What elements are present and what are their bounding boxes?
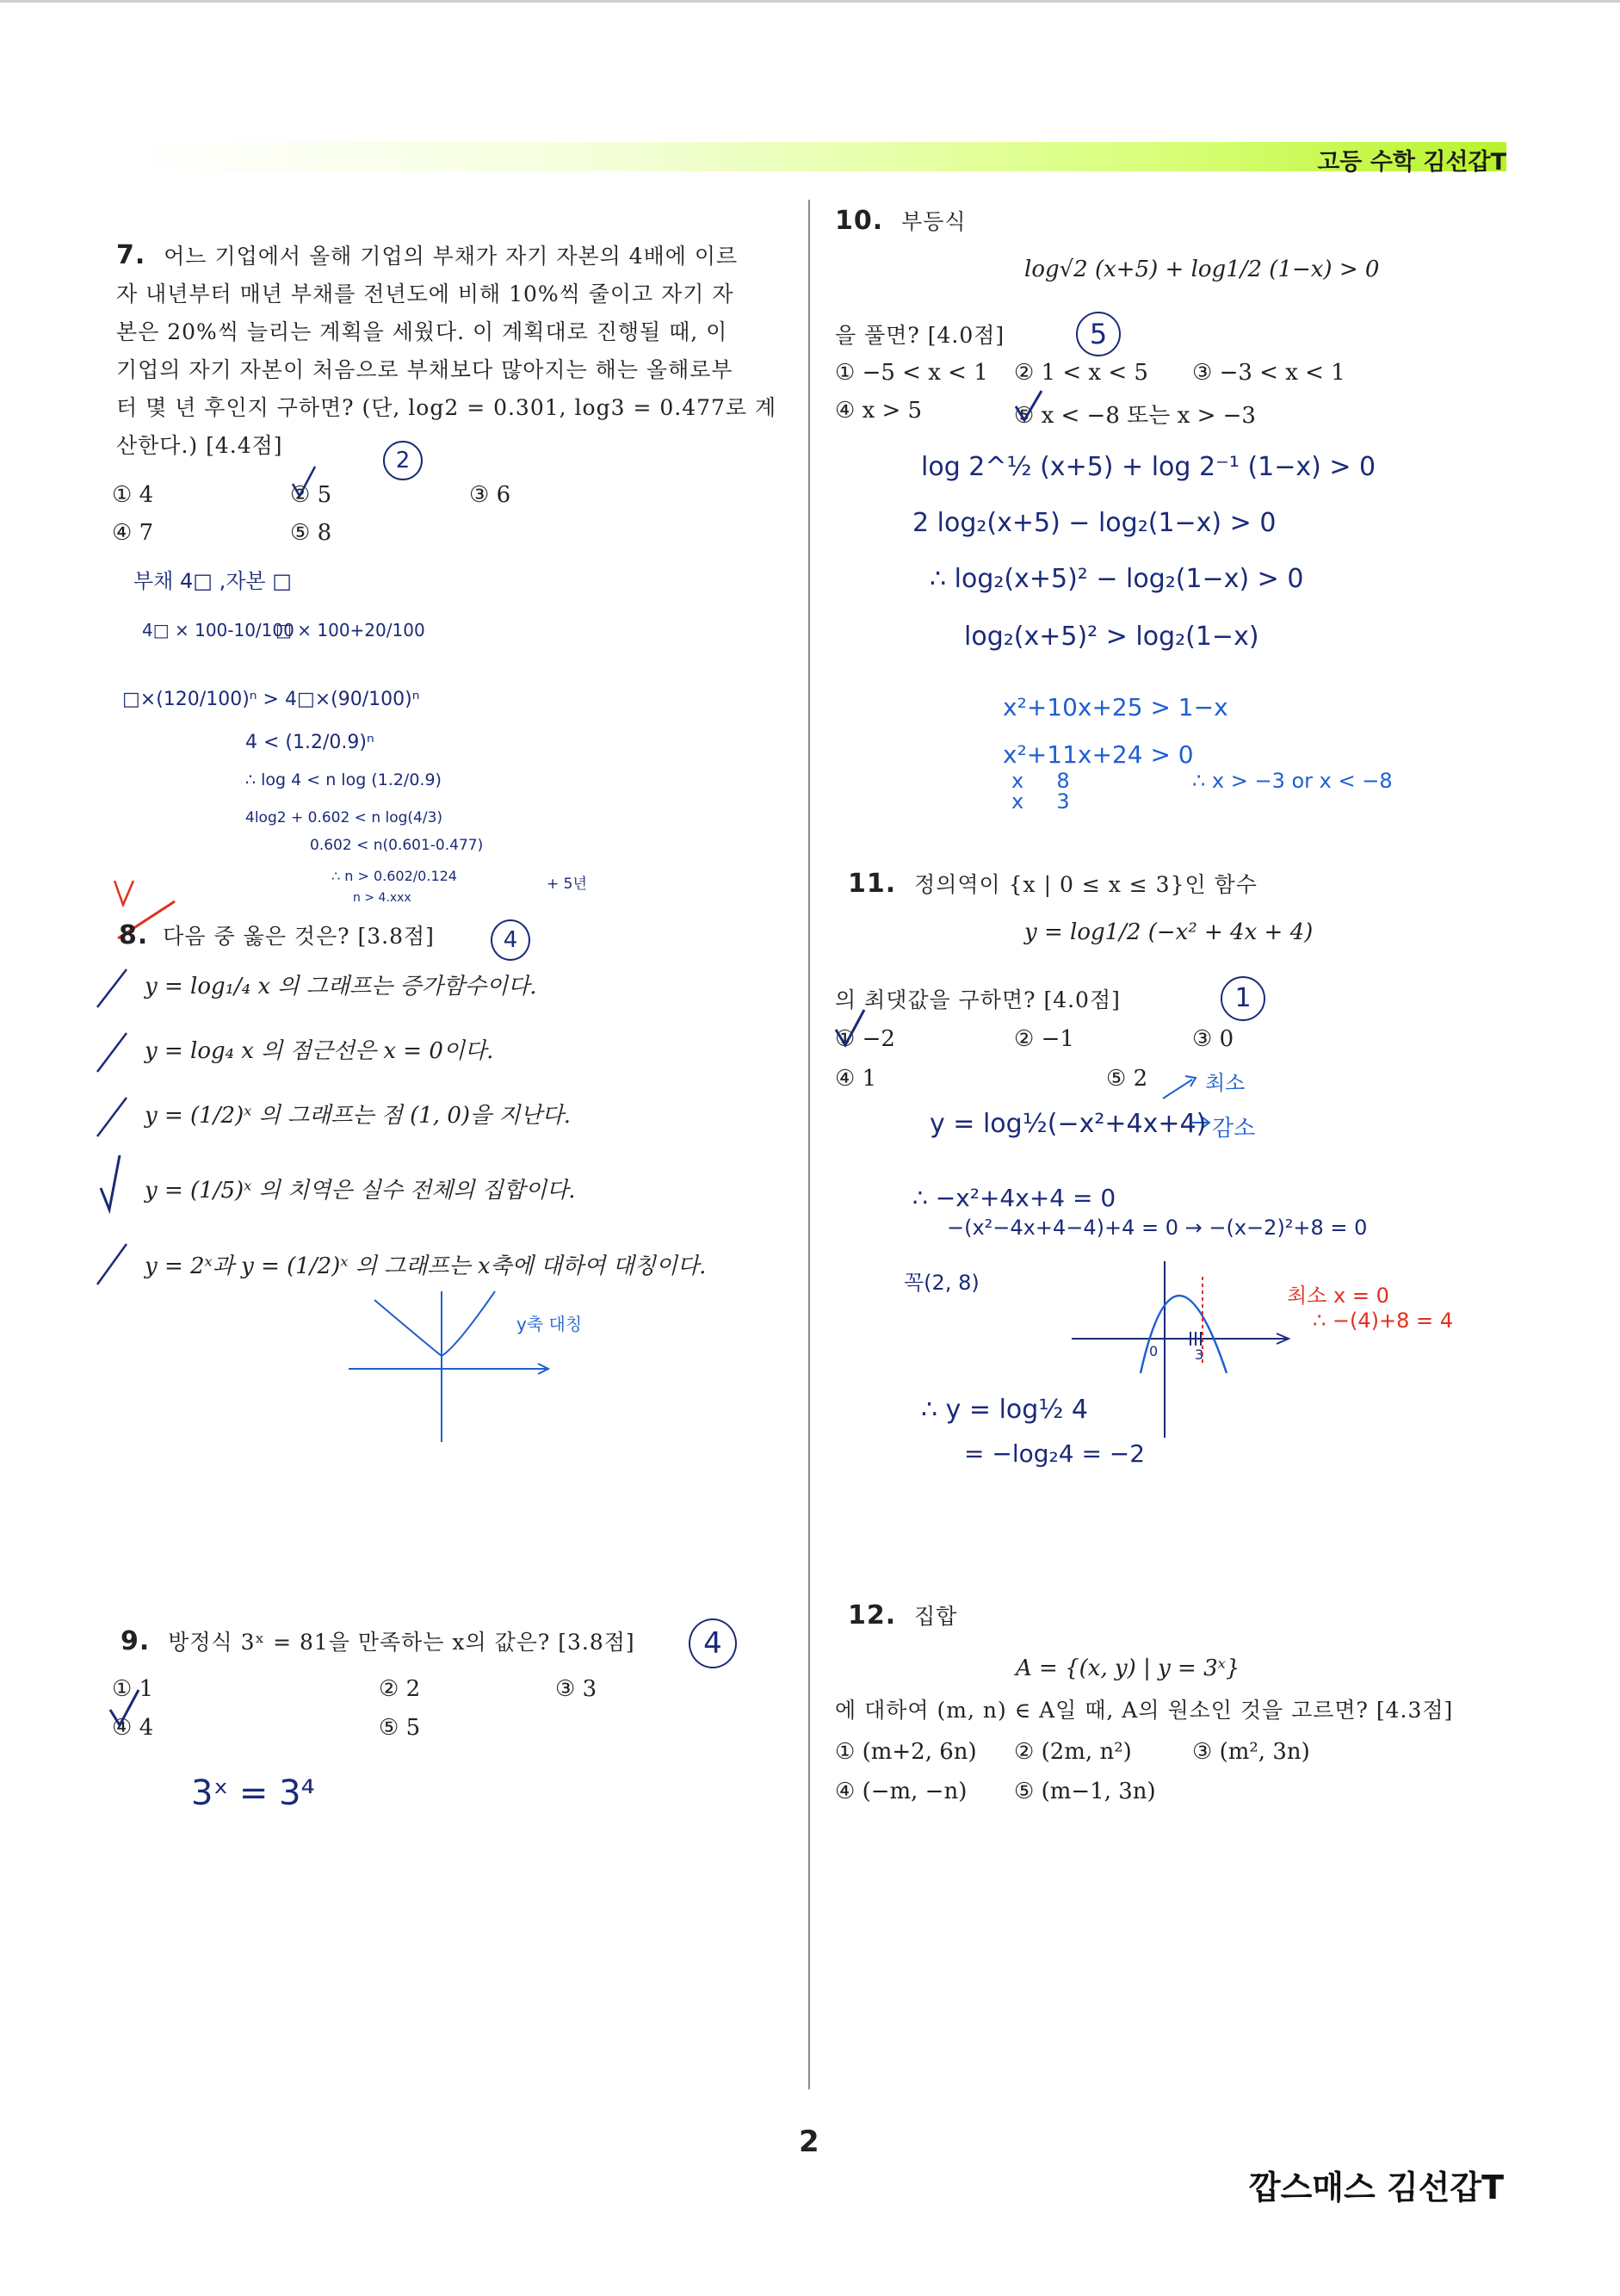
question-11-check-mark (833, 1007, 868, 1050)
question-7-option-3[interactable]: ③ 6 (469, 482, 511, 508)
question-8-sketch-graph (340, 1283, 564, 1446)
q7-work-11: + 5년 (547, 876, 587, 893)
question-9-check-mark (108, 1687, 142, 1730)
q7-work-2: 4□ × 100-10/100 (142, 620, 294, 641)
question-12-option-1[interactable]: ① (m+2, 6n) (835, 1739, 977, 1765)
q11-work-2: ∴ −x²+4x+4 = 0 (912, 1184, 1116, 1212)
question-9-number: 9. (121, 1626, 151, 1656)
question-11-option-5[interactable]: ⑤ 2 (1106, 1066, 1148, 1092)
question-7-line-2: 자 내년부터 매년 부채를 전년도에 비해 10%씩 줄이고 자기 자 (116, 282, 734, 306)
q7-work-8: 0.602 < n(0.601-0.477) (310, 837, 484, 854)
q10-work-blue-5: ∴ x > −3 or x < −8 (1192, 769, 1393, 793)
q7-work-10: n > 4.xxx (353, 891, 411, 905)
q10-work-2: 2 log₂(x+5) − log₂(1−x) > 0 (912, 508, 1277, 538)
q10-work-4: log₂(x+5)² > log₂(1−x) (964, 622, 1259, 652)
question-7-line-6: 산한다.) [4.4점] (116, 433, 283, 458)
question-12-formula: A = {(x, y) | y = 3ˣ} (1016, 1655, 1240, 1681)
question-10-formula: log√2 (x+5) + log1/2 (1−x) > 0 (1024, 257, 1380, 282)
question-11-option-3[interactable]: ③ 0 (1192, 1026, 1234, 1052)
question-12-header (848, 1597, 957, 1636)
question-7-line-1: 어느 기업에서 올해 기업의 부채가 자기 자본의 4배에 이르 (164, 244, 739, 269)
question-11-answer-mark: 1 (1221, 976, 1265, 1021)
question-11-formula: y = log1/2 (−x² + 4x + 4) (1024, 919, 1314, 945)
question-10-stem2: 을 풀면? [4.0점] (835, 323, 1005, 348)
q11-work-6: = −log₂4 = −2 (964, 1439, 1146, 1468)
question-9-stem: 방정식 3ˣ = 81을 만족하는 x의 값은? [3.8점] (168, 1630, 635, 1655)
question-12-option-3[interactable]: ③ (m², 3n) (1192, 1739, 1310, 1765)
question-10-option-4[interactable]: ④ x > 5 (835, 398, 923, 424)
question-8-option-2[interactable]: y = log₄ x 의 점근선은 x = 0이다. (145, 1038, 494, 1064)
q7-work-7: 4log2 + 0.602 < n log(4/3) (245, 809, 443, 826)
q10-work-3: ∴ log₂(x+5)² − log₂(1−x) > 0 (930, 564, 1304, 594)
question-7-option-5[interactable]: ⑤ 8 (290, 520, 332, 546)
question-10-stem: 부등식 (901, 209, 967, 234)
header-banner-label: 고등 수학 김선갑T (1317, 149, 1506, 176)
question-8-option-3[interactable]: y = (1/2)ˣ 의 그래프는 점 (1, 0)을 지난다. (145, 1103, 572, 1129)
question-11-option-2[interactable]: ② −1 (1014, 1026, 1074, 1052)
question-7-line-3: 본은 20%씩 늘리는 계획을 세웠다. 이 계획대로 진행될 때, 이 (116, 319, 728, 344)
question-7-check-mark (291, 465, 318, 499)
q10-work-blue-2: x²+11x+24 > 0 (1003, 740, 1194, 769)
question-9-option-4[interactable]: ④ 4 (112, 1715, 154, 1741)
question-11-sketch-graph (1063, 1253, 1304, 1442)
q11-work-red-2: ∴ −(4)+8 = 4 (1313, 1309, 1454, 1333)
question-10-check-mark (1014, 389, 1045, 424)
question-8-option-slashes (90, 964, 151, 1291)
question-12-option-4[interactable]: ④ (−m, −n) (835, 1779, 968, 1804)
question-10-option-3[interactable]: ③ −3 < x < 1 (1192, 360, 1345, 386)
question-10-option-1[interactable]: ① −5 < x < 1 (835, 360, 988, 386)
question-11-header (848, 865, 1258, 904)
q10-work-1: log 2^½ (x+5) + log 2⁻¹ (1−x) > 0 (921, 452, 1376, 482)
question-9-answer-mark: 4 (689, 1618, 737, 1668)
question-8-header (119, 917, 435, 956)
question-7-line-5: 터 몇 년 후인지 구하면? (단, log2 = 0.301, log3 = 0.477로 계 (116, 395, 777, 420)
question-11-note-dec: 감소 (1212, 1116, 1256, 1142)
q10-work-blue-4: x 3 (1011, 789, 1070, 814)
question-8-option-4[interactable]: y = (1/5)ˣ 의 치역은 실수 전체의 집합이다. (145, 1178, 576, 1204)
question-8-option-5[interactable]: y = 2ˣ과 y = (1/2)ˣ 의 그래프는 x축에 대하여 대칭이다. (145, 1253, 707, 1279)
question-10-number: 10. (835, 206, 884, 236)
q7-work-3: □ × 100+20/100 (275, 620, 425, 641)
question-11-graph-label-3: 3 (1195, 1346, 1204, 1363)
question-9-work: 3ˣ = 3⁴ (191, 1773, 315, 1813)
q10-work-blue-3: x 8 (1011, 769, 1070, 793)
question-10-answer-mark: 5 (1076, 312, 1121, 356)
question-8-graph-note: y축 대칭 (516, 1314, 583, 1334)
question-12-number: 12. (848, 1600, 897, 1631)
question-9-option-1[interactable]: ① 1 (112, 1676, 154, 1702)
question-9-header (121, 1623, 635, 1662)
question-7-option-2[interactable]: ② 5 (290, 482, 332, 508)
q7-work-1: 부채 4□ ,자본 □ (133, 569, 292, 593)
question-7-option-4[interactable]: ④ 7 (112, 520, 154, 546)
column-divider (808, 200, 810, 2089)
q7-work-6: ∴ log 4 < n log (1.2/0.9) (245, 770, 442, 789)
question-12-option-5[interactable]: ⑤ (m−1, 3n) (1014, 1779, 1156, 1804)
question-8-option-1[interactable]: y = log₁/₄ x 의 그래프는 증가함수이다. (145, 974, 537, 999)
q11-work-4: 꼭(2, 8) (904, 1271, 980, 1295)
question-10-header (835, 202, 967, 241)
question-11-note-min: 최소 (1205, 1071, 1246, 1095)
top-border (0, 0, 1620, 3)
question-7 (116, 237, 788, 465)
q10-work-blue-1: x²+10x+25 > 1−x (1003, 693, 1228, 721)
question-11-graph-label-0: 0 (1149, 1343, 1159, 1359)
question-9-option-2[interactable]: ② 2 (379, 1676, 421, 1702)
question-10-option-5[interactable]: ⑤ x < −8 또는 x > −3 (1014, 403, 1256, 429)
question-11-stem: 정의역이 {x | 0 ≤ x ≤ 3}인 함수 (914, 872, 1258, 897)
q11-work-5: ∴ y = log½ 4 (921, 1395, 1089, 1425)
question-7-answer-mark: 2 (383, 441, 423, 480)
question-9-option-3[interactable]: ③ 3 (555, 1676, 597, 1702)
question-11-stem2: 의 최댓값을 구하면? [4.0점] (835, 987, 1121, 1012)
q11-work-3: −(x²−4x+4−4)+4 = 0 → −(x−2)²+8 = 0 (947, 1216, 1368, 1240)
question-12-option-2[interactable]: ② (2m, n²) (1014, 1739, 1132, 1765)
question-11-option-4[interactable]: ④ 1 (835, 1066, 877, 1092)
q7-work-4: □×(120/100)ⁿ > 4□×(90/100)ⁿ (122, 689, 420, 710)
question-8-stem: 다음 중 옳은 것은? [3.8점] (163, 924, 435, 949)
question-12-stem: 집합 (914, 1604, 958, 1629)
question-12-stem2: 에 대하여 (m, n) ∈ A일 때, A의 원소인 것을 고르면? [4.3점] (835, 1698, 1454, 1723)
q7-work-5: 4 < (1.2/0.9)ⁿ (245, 732, 374, 753)
question-10-option-2[interactable]: ② 1 < x < 5 (1014, 360, 1148, 386)
question-7-option-1[interactable]: ① 4 (112, 482, 154, 508)
question-9-option-5[interactable]: ⑤ 5 (379, 1715, 421, 1741)
question-7-number: 7. (116, 240, 146, 270)
question-11-number: 11. (848, 869, 897, 899)
header-banner (129, 142, 1506, 171)
question-8-answer-mark: 4 (491, 919, 530, 961)
q11-work-red-1: 최소 x = 0 (1287, 1284, 1389, 1308)
page-number: 2 (799, 2125, 819, 2159)
q7-work-9: ∴ n > 0.602/0.124 (331, 868, 457, 884)
footer-brand: 깝스매스 김선갑T (1248, 2169, 1504, 2206)
question-8-number: 8. (119, 920, 149, 950)
question-7-line-4: 기업의 자기 자본이 처음으로 부채보다 많아지는 해는 올해로부 (116, 357, 733, 382)
q11-work-1: y = log½(−x²+4x+4) (930, 1109, 1207, 1139)
question-11-option-1[interactable]: ① −2 (835, 1026, 895, 1052)
